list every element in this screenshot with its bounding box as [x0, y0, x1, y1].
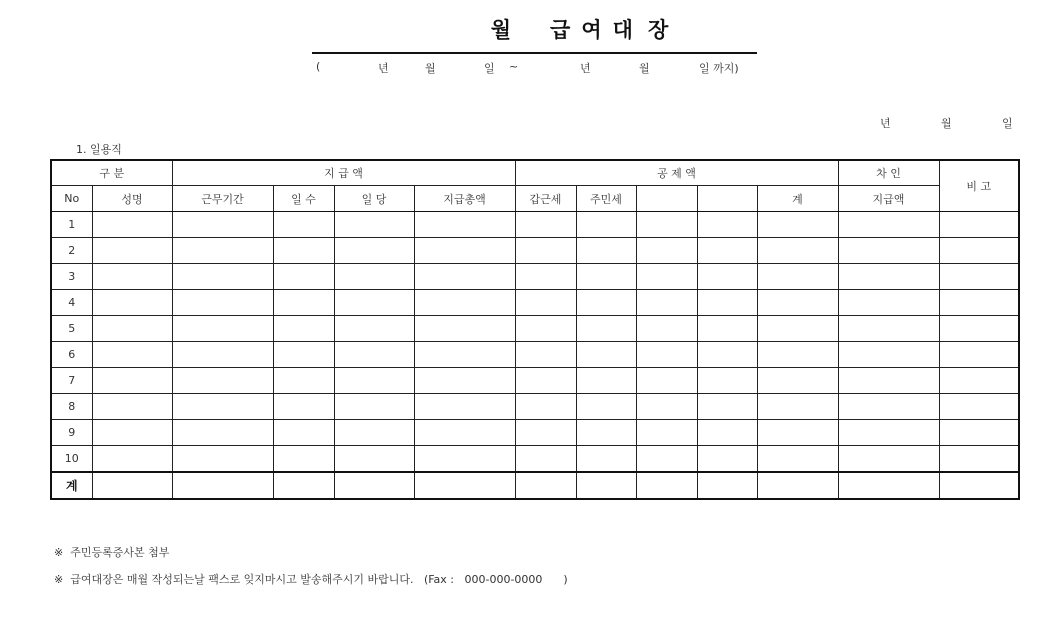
table-cell[interactable]: [273, 316, 334, 342]
table-cell[interactable]: [414, 368, 515, 394]
table-cell[interactable]: [636, 446, 697, 473]
table-cell[interactable]: [92, 342, 172, 368]
table-cell[interactable]: [757, 368, 838, 394]
table-cell[interactable]: [576, 316, 636, 342]
table-cell[interactable]: [576, 212, 636, 238]
table-cell[interactable]: [757, 212, 838, 238]
period-month1: 월: [425, 62, 436, 75]
page-title: [400, 14, 760, 44]
table-cell[interactable]: [92, 238, 172, 264]
col-resident-tax: 주민세: [576, 186, 636, 212]
col-deduction-sum: 계: [757, 186, 838, 212]
row-number: 5: [51, 316, 92, 342]
table-cell[interactable]: [172, 290, 273, 316]
table-row: [51, 420, 1019, 446]
table-cell[interactable]: [697, 368, 757, 394]
table-cell[interactable]: [576, 420, 636, 446]
table-cell[interactable]: [172, 212, 273, 238]
table-cell[interactable]: [838, 212, 939, 238]
table-cell[interactable]: [414, 446, 515, 473]
table-row: [51, 368, 1019, 394]
table-cell[interactable]: [172, 368, 273, 394]
table-cell[interactable]: [92, 368, 172, 394]
table-cell[interactable]: [515, 212, 576, 238]
col-period: 근무기간: [172, 186, 273, 212]
table-cell[interactable]: [939, 368, 1019, 394]
table-cell[interactable]: [172, 316, 273, 342]
table-cell[interactable]: [636, 420, 697, 446]
payroll-table: [50, 159, 1020, 500]
table-cell[interactable]: [515, 420, 576, 446]
table-cell[interactable]: [636, 368, 697, 394]
table-body: [51, 212, 1019, 473]
table-cell[interactable]: [757, 394, 838, 420]
table-cell[interactable]: [697, 446, 757, 473]
table-cell[interactable]: [838, 446, 939, 473]
col-no: No: [51, 186, 92, 212]
table-cell[interactable]: [334, 264, 414, 290]
table-cell[interactable]: [697, 394, 757, 420]
table-cell[interactable]: [172, 394, 273, 420]
header-pay: 지 급 액: [172, 160, 515, 186]
period-year2: 년: [580, 62, 591, 75]
table-cell[interactable]: [576, 290, 636, 316]
table-cell[interactable]: [939, 420, 1019, 446]
table-cell[interactable]: [636, 316, 697, 342]
total-row: [51, 472, 1019, 499]
table-row: [51, 290, 1019, 316]
table-cell[interactable]: [273, 290, 334, 316]
table-cell[interactable]: [757, 472, 838, 499]
table-cell[interactable]: [92, 290, 172, 316]
table-cell[interactable]: [334, 446, 414, 473]
table-cell[interactable]: [334, 316, 414, 342]
table-cell[interactable]: [515, 264, 576, 290]
table-cell[interactable]: [92, 264, 172, 290]
table-cell[interactable]: [636, 342, 697, 368]
table-cell[interactable]: [92, 394, 172, 420]
table-cell[interactable]: [172, 342, 273, 368]
table-cell[interactable]: [939, 212, 1019, 238]
col-income-tax: 갑근세: [515, 186, 576, 212]
row-number: 3: [51, 264, 92, 290]
period-day2: 일 까지): [699, 62, 739, 75]
table-cell[interactable]: [697, 342, 757, 368]
note-attachment: ※ 주민등록증사본 첨부: [54, 546, 170, 559]
period-month2: 월: [639, 62, 650, 75]
table-cell[interactable]: [172, 446, 273, 473]
table-cell[interactable]: [939, 316, 1019, 342]
table-row: [51, 238, 1019, 264]
table-cell[interactable]: [414, 394, 515, 420]
table-cell[interactable]: [697, 212, 757, 238]
table-cell[interactable]: [334, 212, 414, 238]
table-cell[interactable]: [636, 212, 697, 238]
table-cell[interactable]: [515, 368, 576, 394]
table-cell[interactable]: [636, 238, 697, 264]
table-cell[interactable]: [636, 264, 697, 290]
table-cell[interactable]: [697, 316, 757, 342]
table-cell[interactable]: [576, 472, 636, 499]
table-cell[interactable]: [414, 472, 515, 499]
col-blank: [636, 186, 697, 212]
period-open: (: [316, 60, 321, 73]
section-label: 1. 일용직: [76, 143, 122, 156]
table-cell[interactable]: [939, 264, 1019, 290]
table-cell[interactable]: [273, 446, 334, 473]
table-cell[interactable]: [334, 290, 414, 316]
table-cell[interactable]: [515, 316, 576, 342]
table-cell[interactable]: [334, 420, 414, 446]
table-row: [51, 264, 1019, 290]
table-cell[interactable]: [334, 342, 414, 368]
table-cell[interactable]: [273, 342, 334, 368]
col-blank: [697, 186, 757, 212]
col-name: 성명: [92, 186, 172, 212]
title-underline: [312, 52, 757, 54]
row-number: 6: [51, 342, 92, 368]
table-cell[interactable]: [757, 264, 838, 290]
table-row: [51, 342, 1019, 368]
table-cell[interactable]: [939, 446, 1019, 473]
table-cell[interactable]: [334, 394, 414, 420]
row-number: 8: [51, 394, 92, 420]
period-tilde: ~: [509, 60, 519, 73]
table-cell[interactable]: [939, 238, 1019, 264]
table-cell[interactable]: [939, 472, 1019, 499]
header-deduction: 공 제 액: [515, 160, 838, 186]
date-month: 월: [941, 117, 952, 130]
table-cell[interactable]: [414, 212, 515, 238]
col-total-pay: 지급총액: [414, 186, 515, 212]
table-cell[interactable]: [515, 446, 576, 473]
table-cell[interactable]: [273, 394, 334, 420]
table-cell[interactable]: [92, 446, 172, 473]
title-char: 장: [647, 18, 670, 42]
table-cell[interactable]: [273, 264, 334, 290]
table-cell[interactable]: [92, 316, 172, 342]
table-cell[interactable]: [939, 290, 1019, 316]
table-cell[interactable]: [414, 342, 515, 368]
header-gubun: 구 분: [51, 160, 172, 186]
table-cell[interactable]: [757, 316, 838, 342]
table-cell[interactable]: [92, 212, 172, 238]
table-cell[interactable]: [172, 472, 273, 499]
header-net: 차 인: [838, 160, 939, 186]
table-cell[interactable]: [273, 238, 334, 264]
table-cell[interactable]: [515, 238, 576, 264]
row-number: 9: [51, 420, 92, 446]
table-cell[interactable]: [838, 342, 939, 368]
total-label: 계: [51, 472, 92, 499]
table-cell[interactable]: [576, 264, 636, 290]
table-cell[interactable]: [838, 368, 939, 394]
table-cell[interactable]: [838, 420, 939, 446]
period-day1: 일: [484, 62, 495, 75]
table-cell[interactable]: [939, 342, 1019, 368]
col-days: 일 수: [273, 186, 334, 212]
table-cell[interactable]: [576, 238, 636, 264]
table-cell[interactable]: [515, 394, 576, 420]
table-cell[interactable]: [838, 472, 939, 499]
table-cell[interactable]: [697, 264, 757, 290]
title-char: 여: [581, 18, 603, 42]
table-row: [51, 212, 1019, 238]
table-row: [51, 394, 1019, 420]
table-cell[interactable]: [334, 238, 414, 264]
table-cell[interactable]: [697, 238, 757, 264]
row-number: 1: [51, 212, 92, 238]
title-char: 월: [490, 18, 513, 42]
table-cell[interactable]: [515, 472, 576, 499]
table-cell[interactable]: [636, 472, 697, 499]
table-cell[interactable]: [576, 368, 636, 394]
table-cell[interactable]: [515, 342, 576, 368]
note-fax: ※ 급여대장은 매월 작성되는날 팩스로 잊지마시고 발송해주시기 바랍니다. (Fax : 000-000-0000 ): [54, 573, 568, 586]
title-char: 급: [550, 18, 572, 42]
table-cell[interactable]: [838, 264, 939, 290]
table-row: [51, 316, 1019, 342]
table-cell[interactable]: [334, 368, 414, 394]
row-number: 10: [51, 446, 92, 473]
table-cell[interactable]: [273, 472, 334, 499]
date-year: 년: [880, 117, 891, 130]
table-cell[interactable]: [172, 420, 273, 446]
table-cell[interactable]: [757, 446, 838, 473]
table-cell[interactable]: [757, 290, 838, 316]
table-cell[interactable]: [838, 394, 939, 420]
row-number: 4: [51, 290, 92, 316]
date-day: 일: [1002, 117, 1013, 130]
table-cell[interactable]: [576, 446, 636, 473]
title-char: 대: [612, 18, 634, 42]
table-cell[interactable]: [515, 290, 576, 316]
table-cell[interactable]: [414, 316, 515, 342]
table-cell[interactable]: [576, 394, 636, 420]
table-cell[interactable]: [172, 238, 273, 264]
col-net-pay: 지급액: [838, 186, 939, 212]
table-cell[interactable]: [414, 290, 515, 316]
table-cell[interactable]: [172, 264, 273, 290]
row-number: 2: [51, 238, 92, 264]
table-cell[interactable]: [273, 212, 334, 238]
table-cell[interactable]: [697, 420, 757, 446]
table-cell[interactable]: [576, 342, 636, 368]
table-cell[interactable]: [757, 342, 838, 368]
table-cell[interactable]: [636, 394, 697, 420]
table-cell[interactable]: [838, 238, 939, 264]
table-cell[interactable]: [697, 472, 757, 499]
table-cell[interactable]: [838, 316, 939, 342]
period-year1: 년: [378, 62, 389, 75]
col-daily: 일 당: [334, 186, 414, 212]
table-cell[interactable]: [92, 472, 172, 499]
table-cell[interactable]: [757, 420, 838, 446]
table-cell[interactable]: [414, 420, 515, 446]
table-cell[interactable]: [273, 420, 334, 446]
table-cell[interactable]: [273, 368, 334, 394]
table-row: [51, 446, 1019, 473]
table-cell[interactable]: [757, 238, 838, 264]
table-cell[interactable]: [838, 290, 939, 316]
table-cell[interactable]: [939, 394, 1019, 420]
table-cell[interactable]: [414, 264, 515, 290]
table-cell[interactable]: [334, 472, 414, 499]
header-note: 비 고: [939, 160, 1019, 212]
table-cell[interactable]: [636, 290, 697, 316]
table-cell[interactable]: [92, 420, 172, 446]
table-cell[interactable]: [697, 290, 757, 316]
table-cell[interactable]: [414, 238, 515, 264]
row-number: 7: [51, 368, 92, 394]
